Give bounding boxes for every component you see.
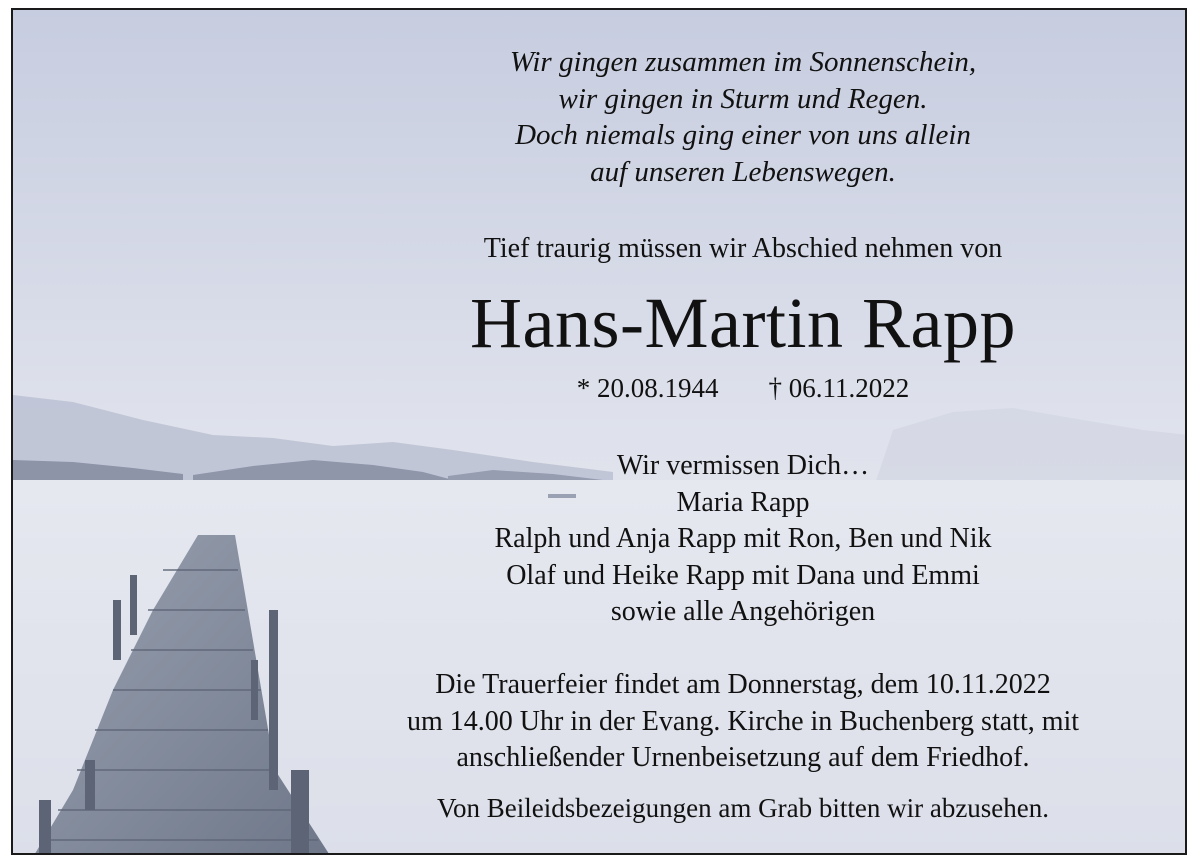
- ceremony-line: um 14.00 Uhr in der Evang. Kirche in Buchenberg statt, mit: [406, 705, 1080, 737]
- mourner-line: Ralph und Anja Rapp mit Ron, Ben und Nik: [494, 523, 992, 554]
- funeral-details: [343, 667, 1143, 777]
- mourner-line: Wir vermissen Dich…: [616, 450, 870, 481]
- deceased-name: Hans-Martin Rapp: [470, 283, 1016, 363]
- poem-line: Wir gingen zusammen im Sonnenschein,: [509, 46, 977, 78]
- mourner-line: sowie alle Angehörigen: [610, 596, 876, 627]
- mourners-list: [343, 448, 1143, 631]
- death-date: † 06.11.2022: [768, 373, 910, 403]
- notice-text: [13, 10, 1187, 855]
- poem-line: auf unseren Lebenswegen.: [590, 155, 896, 188]
- mourner-line: Maria Rapp: [676, 486, 810, 518]
- memorial-poem: [343, 44, 1143, 190]
- ceremony-line: anschließender Urnenbeisetzung auf dem Friedhof.: [456, 742, 1030, 773]
- mourner-line: Olaf und Heike Rapp mit Dana und Emmi: [506, 559, 980, 591]
- farewell-intro: Tief traurig müssen wir Abschied nehmen von: [483, 233, 1003, 264]
- condolence-note: Von Beileidsbezeigungen am Grab bitten wir abzusehen.: [436, 793, 1050, 823]
- obituary-notice: [11, 8, 1187, 855]
- poem-line: Doch niemals ging einer von uns allein: [515, 119, 971, 151]
- birth-date: * 20.08.1944: [576, 373, 719, 403]
- ceremony-line: Die Trauerfeier findet am Donnerstag, dem 10.11.2022: [435, 669, 1051, 700]
- poem-line: wir gingen in Sturm und Regen.: [558, 82, 928, 115]
- life-dates: [343, 371, 1143, 405]
